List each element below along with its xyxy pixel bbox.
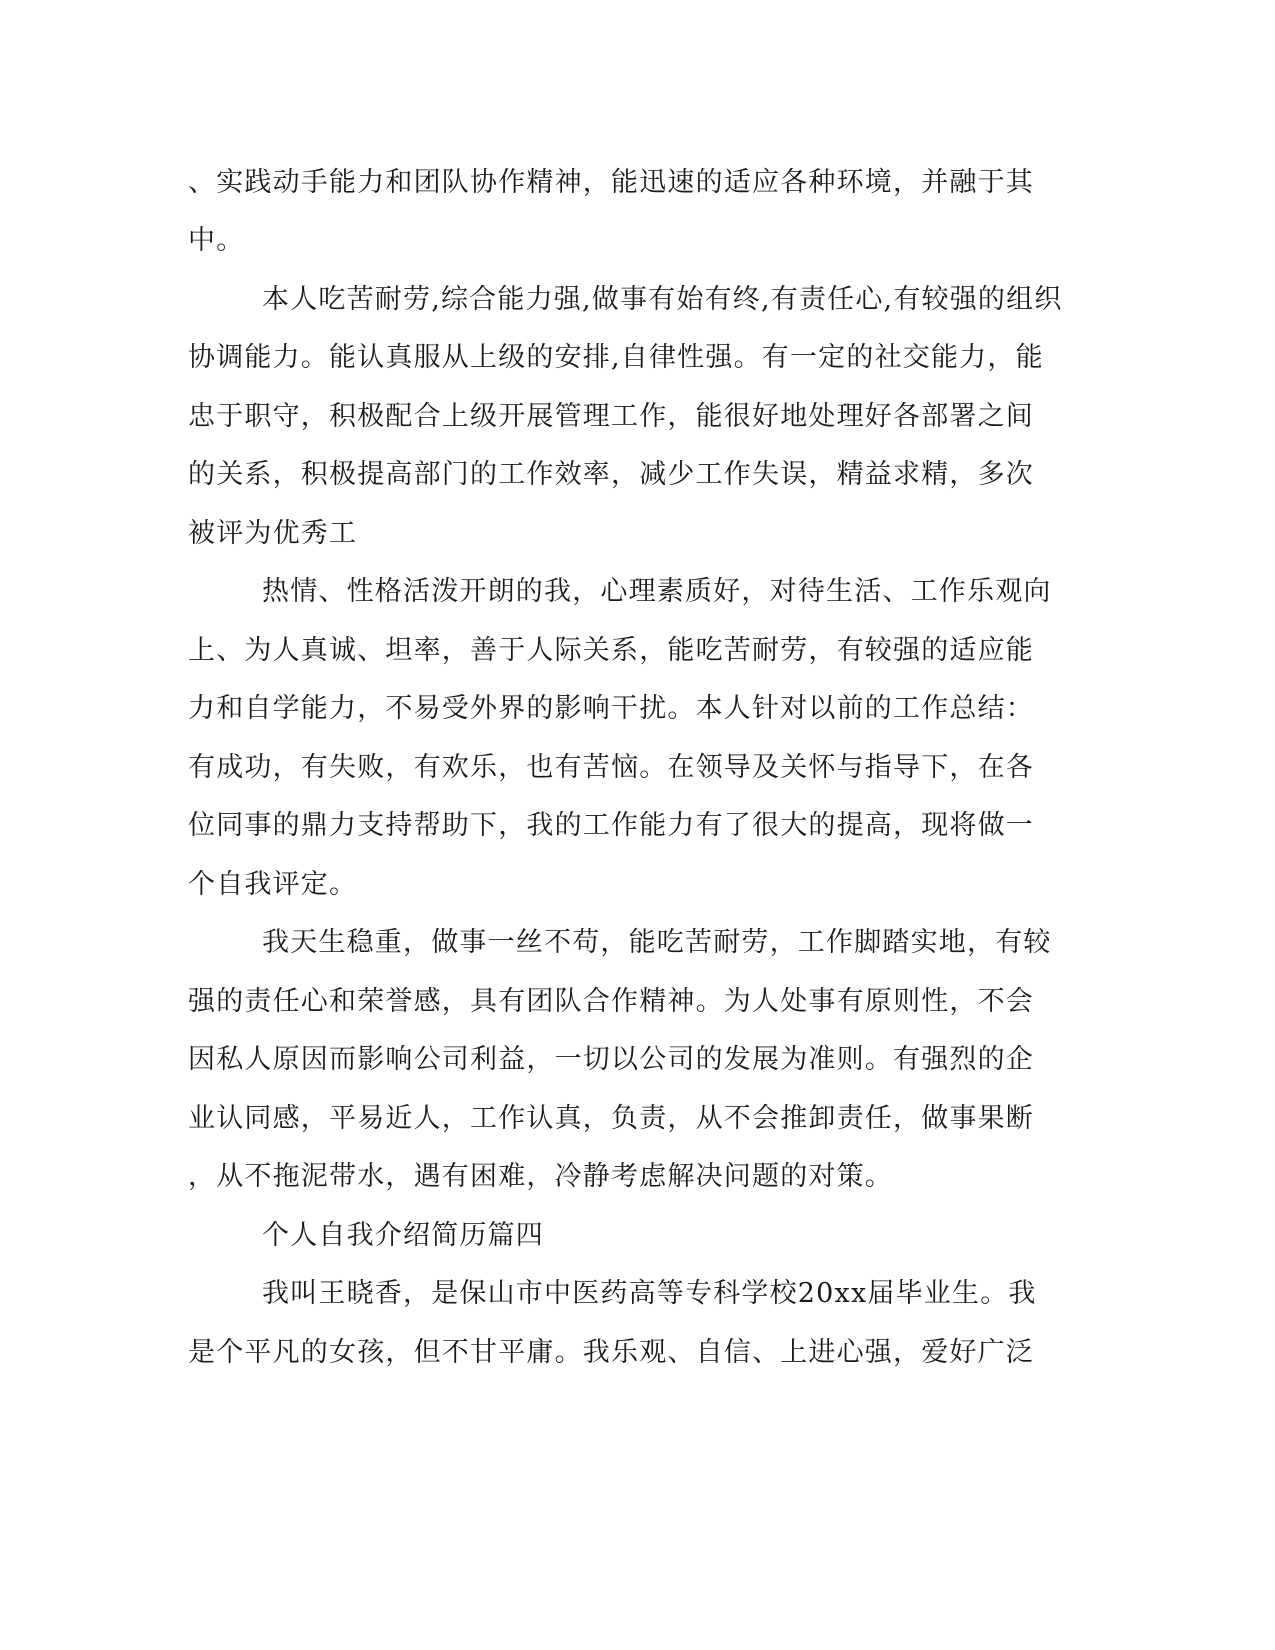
text-line: 力和自学能力，不易受外界的影响干扰。本人针对以前的工作总结： [188, 693, 1034, 724]
paragraph-start-line: 本人吃苦耐劳,综合能力强,做事有始有终,有责任心,有较强的组织 [262, 284, 1063, 315]
paragraph-start-line: 热情、性格活泼开朗的我，心理素质好，对待生活、工作乐观向 [262, 576, 1052, 607]
text-line: 是个平凡的女孩，但不甘平庸。我乐观、自信、上进心强，爱好广泛 [188, 1337, 1034, 1368]
text-line: 强的责任心和荣誉感，具有团队合作精神。为人处事有原则性，不会 [188, 986, 1034, 1017]
text-line: 忠于职守，积极配合上级开展管理工作，能很好地处理好各部署之间 [188, 401, 1034, 432]
paragraph-start-line: 我叫王晓香，是保山市中医药高等专科学校20xx届毕业生。我 [262, 1278, 1037, 1309]
text-line: 业认同感，平易近人，工作认真，负责，从不会推卸责任，做事果断 [188, 1103, 1034, 1134]
text-line: 中。 [188, 225, 245, 256]
text-line: ，从不拖泥带水，遇有困难，冷静考虑解决问题的对策。 [188, 1161, 893, 1192]
paragraph-start-line: 我天生稳重，做事一丝不苟，能吃苦耐劳，工作脚踏实地，有较 [262, 927, 1052, 958]
text-line: 有成功，有失败，有欢乐，也有苦恼。在领导及关怀与指导下，在各 [188, 752, 1034, 783]
section-heading: 个人自我介绍简历篇四 [262, 1220, 544, 1251]
text-line: 的关系，积极提高部门的工作效率，减少工作失误，精益求精，多次 [188, 459, 1034, 490]
text-line: 、实践动手能力和团队协作精神，能迅速的适应各种环境，并融于其 [188, 167, 1034, 198]
text-line: 上、为人真诚、坦率，善于人际关系，能吃苦耐劳，有较强的适应能 [188, 635, 1034, 666]
text-line: 位同事的鼎力支持帮助下，我的工作能力有了很大的提高，现将做一 [188, 810, 1034, 841]
text-line: 个自我评定。 [188, 869, 358, 900]
text-line: 因私人原因而影响公司利益，一切以公司的发展为准则。有强烈的企 [188, 1044, 1034, 1075]
text-line: 被评为优秀工 [188, 518, 358, 549]
text-line: 协调能力。能认真服从上级的安排,自律性强。有一定的社交能力，能 [188, 342, 1044, 373]
